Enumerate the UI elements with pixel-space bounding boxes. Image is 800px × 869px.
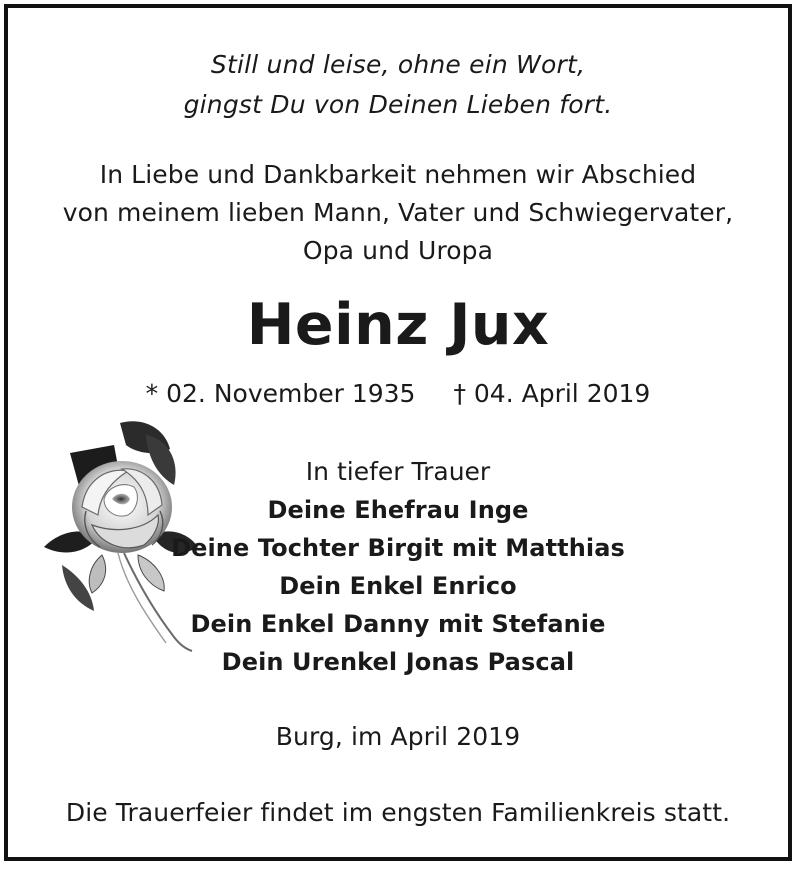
deceased-name: Heinz Jux [246, 292, 550, 358]
mourner-name-1: Deine Ehefrau Inge [267, 496, 529, 524]
verse-line-1: Still und leise, ohne ein Wort, [210, 50, 586, 79]
verse-line-2: gingst Du von Deinen Lieben fort. [183, 90, 613, 119]
obituary-frame [4, 4, 792, 861]
death-date: † 04. April 2019 [453, 379, 651, 408]
place-date: Burg, im April 2019 [275, 722, 521, 751]
mourning-heading: In tiefer Trauer [305, 457, 491, 486]
intro-line-1: In Liebe und Dankbarkeit nehmen wir Abschied [99, 160, 697, 189]
mourner-name-3: Dein Enkel Enrico [279, 572, 517, 600]
life-dates [8, 381, 788, 406]
mourner-name-2: Deine Tochter Birgit mit Matthias [171, 534, 625, 562]
intro-line-3: Opa und Uropa [302, 236, 494, 265]
funeral-note: Die Trauerfeier findet im engsten Familienkreis statt. [65, 798, 731, 827]
mourner-name-5: Dein Urenkel Jonas Pascal [221, 648, 575, 676]
intro-line-2: von meinem lieben Mann, Vater und Schwiegervater, [62, 198, 734, 227]
mourner-name-4: Dein Enkel Danny mit Stefanie [190, 610, 606, 638]
birth-date: * 02. November 1935 [145, 379, 416, 408]
